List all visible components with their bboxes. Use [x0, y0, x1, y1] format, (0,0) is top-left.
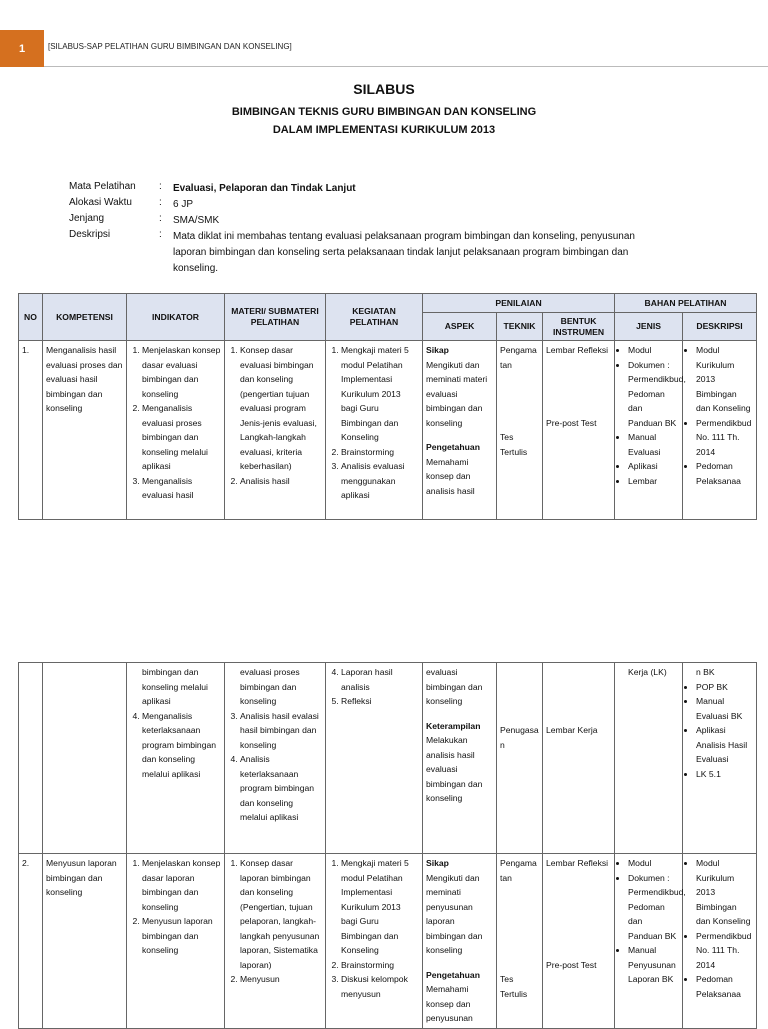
bentuk-text: Lembar Refleksi: [546, 345, 609, 355]
list-item: • Modul: [628, 856, 679, 871]
meta-row-alokasi: [69, 197, 669, 213]
meta-colon: :: [159, 229, 162, 240]
meta-label: Mata Pelatihan: [69, 181, 136, 192]
aspek-text: Memahami konsep dan penyusunan: [426, 984, 473, 1023]
list-item: 1. Konsep dasar evaluasi bimbingan dan konseling (pengertian tujuan evaluasi program Jenis-jenis evaluasi, Langkah-langkah evaluasi, kriteria keberhasilan): [240, 343, 322, 474]
syllabus-table: [18, 293, 757, 520]
meta-row-deskripsi: [69, 229, 669, 277]
th-kegiatan: KEGIATAN PELATIHAN: [326, 294, 423, 341]
list-item: 4. Menganalisis keterlaksanaan program bimbingan dan konseling melalui aplikasi: [142, 709, 221, 782]
indikator-continued: bimbingan dan konseling melalui aplikasi: [142, 667, 208, 706]
doc-title: SILABUS: [353, 81, 415, 97]
doc-subtitle-2: DALAM IMPLEMENTASI KURIKULUM 2013: [272, 124, 496, 136]
list-item: • Lembar: [628, 474, 679, 489]
th-no: NO: [19, 294, 43, 341]
list-item: • Manual Penyusunan Laporan BK: [628, 943, 679, 987]
aspek-heading: Pengetahuan: [426, 442, 480, 452]
list-item: 2. Menganalisis evaluasi proses bimbingan dan konseling melalui aplikasi: [142, 401, 221, 474]
list-item: 4. Laporan hasil analisis: [341, 665, 419, 694]
meta-value-mata: Evaluasi, Pelaporan dan Tindak Lanjut: [173, 183, 356, 194]
th-bahan: BAHAN PELATIHAN: [615, 294, 757, 313]
meta-colon: :: [159, 181, 162, 192]
list-item: 2. Analisis hasil: [240, 474, 322, 489]
th-jenis: JENIS: [615, 313, 683, 341]
aspek-heading: Sikap: [426, 858, 449, 868]
list-item: • Manual Evaluasi: [628, 430, 679, 459]
row-number: 2.: [22, 858, 30, 868]
teknik-text: Tes Tertulis: [500, 974, 528, 999]
list-item: • Pedoman Pelaksanaa: [696, 972, 753, 1001]
list-item: • Permendikbud No. 111 Th. 2014: [696, 416, 753, 460]
table-row: [19, 854, 757, 1029]
list-item: 4. Analisis keterlaksanaan program bimbingan dan konseling melalui aplikasi: [240, 752, 322, 825]
list-item: 1. Konsep dasar laporan bimbingan dan konseling (Pengertian, tujuan pelaporan, langkah-langkah penyusunan laporan, Sistematika laporan): [240, 856, 322, 972]
meta-row-mata: [69, 181, 669, 197]
list-item: 2. Menyusun laporan bimbingan dan konseling: [142, 914, 221, 958]
list-item: • Modul Kurikulum 2013 Bimbingan dan Konseling: [696, 343, 753, 416]
aspek-heading: Keterampilan: [426, 720, 481, 731]
meta-label: Alokasi Waktu: [69, 197, 132, 208]
aspek-text: Mengikuti dan meminati materi evaluasi bimbingan dan konseling: [426, 359, 488, 428]
list-item: 1. Menjelaskan konsep dasar evaluasi bimbingan dan konseling: [142, 343, 221, 401]
list-item: • Modul Kurikulum 2013 Bimbingan dan Konseling: [696, 856, 753, 929]
list-item: • Pedoman Pelaksanaa: [696, 459, 753, 488]
list-item: • Dokumen : Permendikbud, Pedoman dan Panduan BK: [628, 358, 679, 431]
row-number: 1.: [22, 345, 30, 355]
meta-label: Jenjang: [69, 213, 105, 224]
list-item: • POP BK: [696, 680, 753, 695]
kompetensi-cell: Menganalisis hasil evaluasi proses dan evaluasi hasil bimbingan dan konseling: [46, 345, 123, 413]
aspek-text: Melakukan analisis hasil evaluasi bimbingan dan konseling: [426, 735, 483, 803]
teknik-text: Tes Tertulis: [500, 432, 528, 457]
meta-label: Deskripsi: [69, 229, 111, 240]
page-header: [0, 30, 768, 67]
list-item: • Dokumen : Permendikbud, Pedoman dan Panduan BK: [628, 871, 679, 944]
list-item: 1. Menjelaskan konsep dasar laporan bimbingan dan konseling: [142, 856, 221, 914]
list-item: • Manual Evaluasi BK: [696, 694, 753, 723]
list-item: • Modul: [628, 343, 679, 358]
list-item: 2. Menyusun: [240, 972, 322, 987]
meta-value-deskripsi: Mata diklat ini membahas tentang evaluasi pelaksanaan program bimbingan dan konseling, penyusunan laporan bimbingan dan konseling serta pelaksanaan tindak lanjut pelaksanaan program bimbingan dan konseling.: [173, 231, 635, 274]
th-indikator: INDIKATOR: [127, 294, 225, 341]
list-item: • LK 5.1: [696, 767, 753, 782]
bentuk-text: Pre-post Test: [546, 417, 597, 428]
aspek-continued: evaluasi bimbingan dan konseling: [426, 667, 483, 706]
list-item: 1. Mengkaji materi 5 modul Pelatihan Implementasi Kurikulum 2013 bagi Guru Bimbingan dan Konseling: [341, 343, 419, 445]
aspek-heading: Pengetahuan: [426, 969, 480, 980]
jenis-continued: Kerja (LK): [628, 667, 667, 677]
th-deskripsi: DESKRIPSI: [683, 313, 757, 341]
list-item: 3. Analisis evaluasi menggunakan aplikasi: [341, 459, 419, 503]
list-item: • Aplikasi: [628, 459, 679, 474]
list-item: 3. Analisis hasil evalasi hasil bimbingan dan konseling: [240, 709, 322, 753]
bentuk-text: Lembar Refleksi: [546, 858, 609, 868]
teknik-text: Pengamatan: [500, 345, 537, 370]
meta-colon: :: [159, 213, 162, 224]
syllabus-table-continued: [18, 662, 757, 1029]
th-penilaian: PENILAIAN: [423, 294, 615, 313]
list-item: 3. Diskusi kelompok menyusun: [341, 972, 419, 1001]
table-row: [19, 341, 757, 520]
aspek-text: Memahami konsep dan analisis hasil: [426, 456, 475, 496]
page-number: 1: [0, 30, 44, 67]
meta-row-jenjang: [69, 213, 669, 229]
th-materi: MATERI/ SUBMATERI PELATIHAN: [225, 294, 326, 341]
list-item: 2. Brainstorming: [341, 958, 419, 973]
list-item: 5. Refleksi: [341, 694, 419, 709]
list-item: 2. Brainstorming: [341, 445, 419, 460]
deskripsi-continued: n BK: [696, 667, 715, 677]
teknik-text: Penugasan: [500, 725, 539, 750]
header-title: [SILABUS-SAP PELATIHAN GURU BIMBINGAN DAN KONSELING]: [48, 42, 292, 51]
kompetensi-cell: Menyusun laporan bimbingan dan konseling: [46, 858, 117, 897]
th-aspek: ASPEK: [423, 313, 497, 341]
table-row: [19, 663, 757, 854]
meta-colon: :: [159, 197, 162, 208]
th-teknik: TEKNIK: [497, 313, 543, 341]
list-item: 1. Mengkaji materi 5 modul Pelatihan Implementasi Kurikulum 2013 bagi Guru Bimbingan dan Konseling: [341, 856, 419, 958]
list-item: • Permendikbud No. 111 Th. 2014: [696, 929, 753, 973]
aspek-text: Mengikuti dan meminati penyusunan laporan bimbingan dan konseling: [426, 872, 483, 955]
materi-continued: evaluasi proses bimbingan dan konseling: [240, 667, 300, 706]
teknik-text: Pengamatan: [500, 858, 537, 883]
header-divider: [44, 66, 768, 67]
doc-subtitle-1: BIMBINGAN TEKNIS GURU BIMBINGAN DAN KONSELING: [231, 106, 537, 118]
bentuk-text: Pre-post Test: [546, 959, 597, 970]
list-item: • Aplikasi Analisis Hasil Evaluasi: [696, 723, 753, 767]
course-meta: [69, 181, 669, 277]
list-item: 3. Menganalisis evaluasi hasil: [142, 474, 221, 503]
meta-value-jenjang: SMA/SMK: [173, 215, 220, 226]
th-bentuk: BENTUK INSTRUMEN: [543, 313, 615, 341]
bentuk-text: Lembar Kerja: [546, 725, 598, 735]
meta-value-alokasi: 6 JP: [173, 199, 194, 210]
th-kompetensi: KOMPETENSI: [43, 294, 127, 341]
aspek-heading: Sikap: [426, 345, 449, 355]
